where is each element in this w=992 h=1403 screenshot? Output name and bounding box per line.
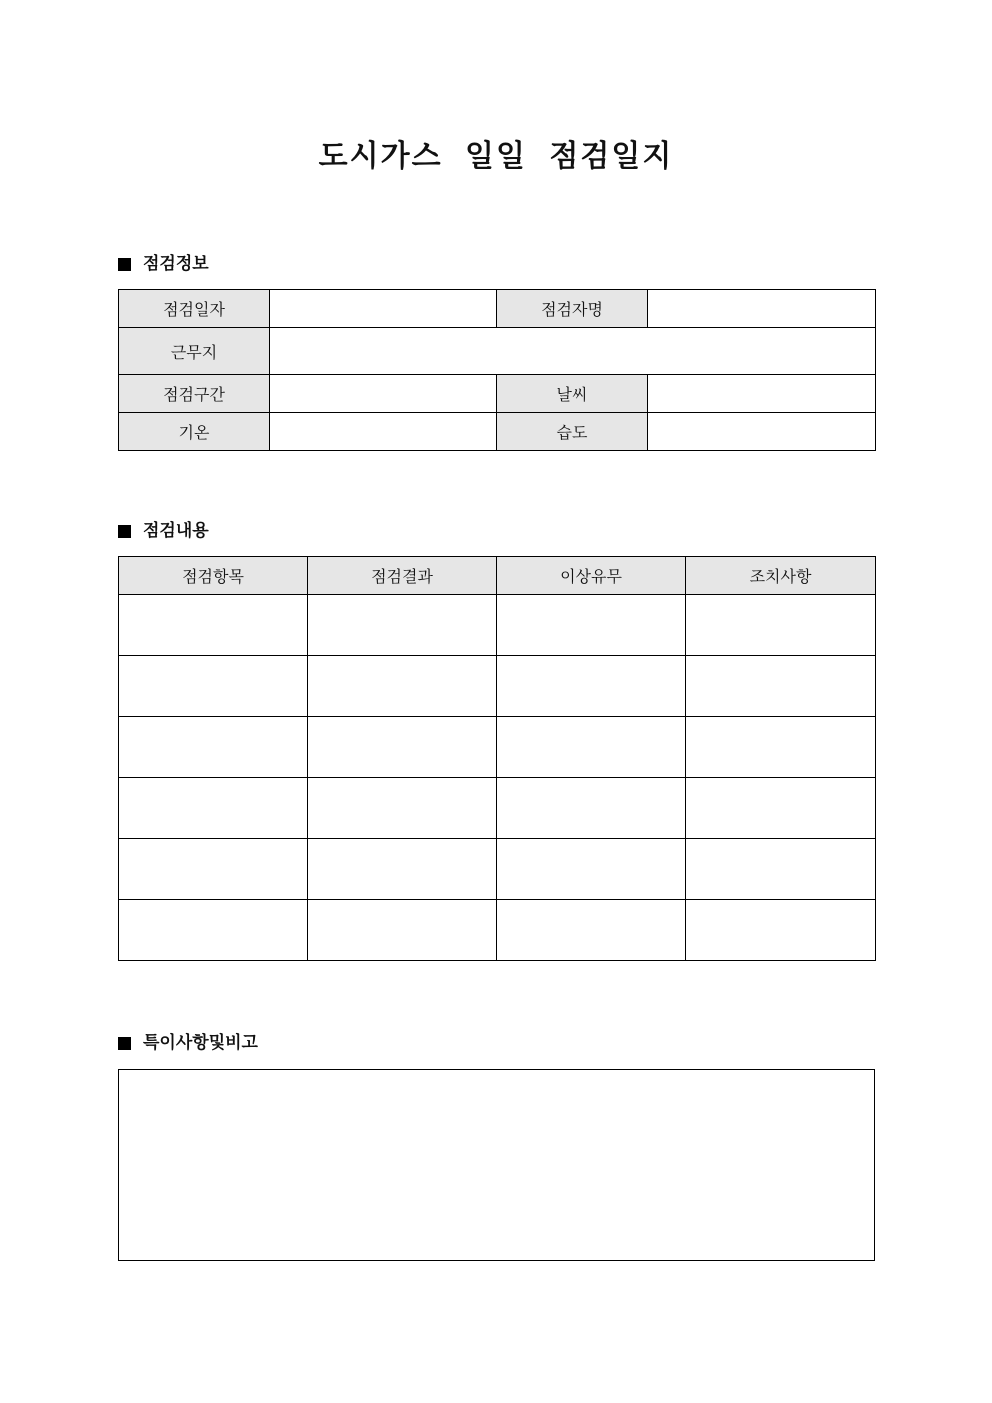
table-cell[interactable] bbox=[308, 717, 497, 778]
table-cell[interactable] bbox=[686, 595, 876, 656]
temperature-field[interactable] bbox=[270, 413, 497, 451]
table-cell[interactable] bbox=[119, 839, 308, 900]
section-heading-info-label: 점검정보 bbox=[143, 254, 209, 274]
workplace-label: 근무지 bbox=[119, 328, 270, 375]
table-cell[interactable] bbox=[497, 595, 686, 656]
square-bullet-icon bbox=[118, 1037, 131, 1050]
table-cell[interactable] bbox=[119, 717, 308, 778]
table-cell[interactable] bbox=[308, 900, 497, 961]
section-heading-content-label: 점검내용 bbox=[143, 521, 209, 541]
weather-label: 날씨 bbox=[497, 375, 648, 413]
column-header-abnormality: 이상유무 bbox=[497, 557, 686, 595]
column-header-action-taken: 조치사항 bbox=[686, 557, 876, 595]
column-header-inspection-item: 점검항목 bbox=[119, 557, 308, 595]
humidity-label: 습도 bbox=[497, 413, 648, 451]
inspection-content-table bbox=[118, 556, 876, 961]
inspector-name-field[interactable] bbox=[648, 290, 876, 328]
remarks-field[interactable] bbox=[118, 1069, 875, 1261]
table-cell[interactable] bbox=[686, 839, 876, 900]
section-heading-info bbox=[118, 252, 209, 276]
table-row bbox=[119, 595, 876, 656]
inspection-date-field[interactable] bbox=[270, 290, 497, 328]
table-row bbox=[119, 656, 876, 717]
table-cell[interactable] bbox=[119, 778, 308, 839]
inspection-info-table bbox=[118, 289, 876, 451]
workplace-field[interactable] bbox=[270, 328, 876, 375]
square-bullet-icon bbox=[118, 525, 131, 538]
table-row bbox=[119, 290, 876, 328]
table-row bbox=[119, 328, 876, 375]
table-cell[interactable] bbox=[497, 656, 686, 717]
table-row bbox=[119, 839, 876, 900]
table-cell[interactable] bbox=[119, 656, 308, 717]
column-header-inspection-result: 점검결과 bbox=[308, 557, 497, 595]
square-bullet-icon bbox=[118, 258, 131, 271]
inspection-date-label: 점검일자 bbox=[119, 290, 270, 328]
table-row bbox=[119, 413, 876, 451]
temperature-label: 기온 bbox=[119, 413, 270, 451]
table-cell[interactable] bbox=[119, 900, 308, 961]
inspection-section-field[interactable] bbox=[270, 375, 497, 413]
table-row bbox=[119, 778, 876, 839]
weather-field[interactable] bbox=[648, 375, 876, 413]
table-cell[interactable] bbox=[497, 839, 686, 900]
inspection-section-label: 점검구간 bbox=[119, 375, 270, 413]
humidity-field[interactable] bbox=[648, 413, 876, 451]
table-header-row bbox=[119, 557, 876, 595]
table-row bbox=[119, 375, 876, 413]
section-heading-remarks bbox=[118, 1031, 258, 1055]
table-cell[interactable] bbox=[497, 717, 686, 778]
table-cell[interactable] bbox=[497, 900, 686, 961]
table-cell[interactable] bbox=[119, 595, 308, 656]
table-cell[interactable] bbox=[308, 595, 497, 656]
table-cell[interactable] bbox=[686, 717, 876, 778]
table-cell[interactable] bbox=[686, 900, 876, 961]
table-cell[interactable] bbox=[497, 778, 686, 839]
table-cell[interactable] bbox=[308, 656, 497, 717]
table-cell[interactable] bbox=[686, 656, 876, 717]
table-cell[interactable] bbox=[308, 839, 497, 900]
table-row bbox=[119, 900, 876, 961]
table-cell[interactable] bbox=[308, 778, 497, 839]
document-title: 도시가스 일일 점검일지 bbox=[318, 139, 674, 174]
table-row bbox=[119, 717, 876, 778]
section-heading-remarks-label: 특이사항및비고 bbox=[143, 1033, 258, 1053]
table-cell[interactable] bbox=[686, 778, 876, 839]
section-heading-content bbox=[118, 519, 209, 543]
inspector-name-label: 점검자명 bbox=[497, 290, 648, 328]
